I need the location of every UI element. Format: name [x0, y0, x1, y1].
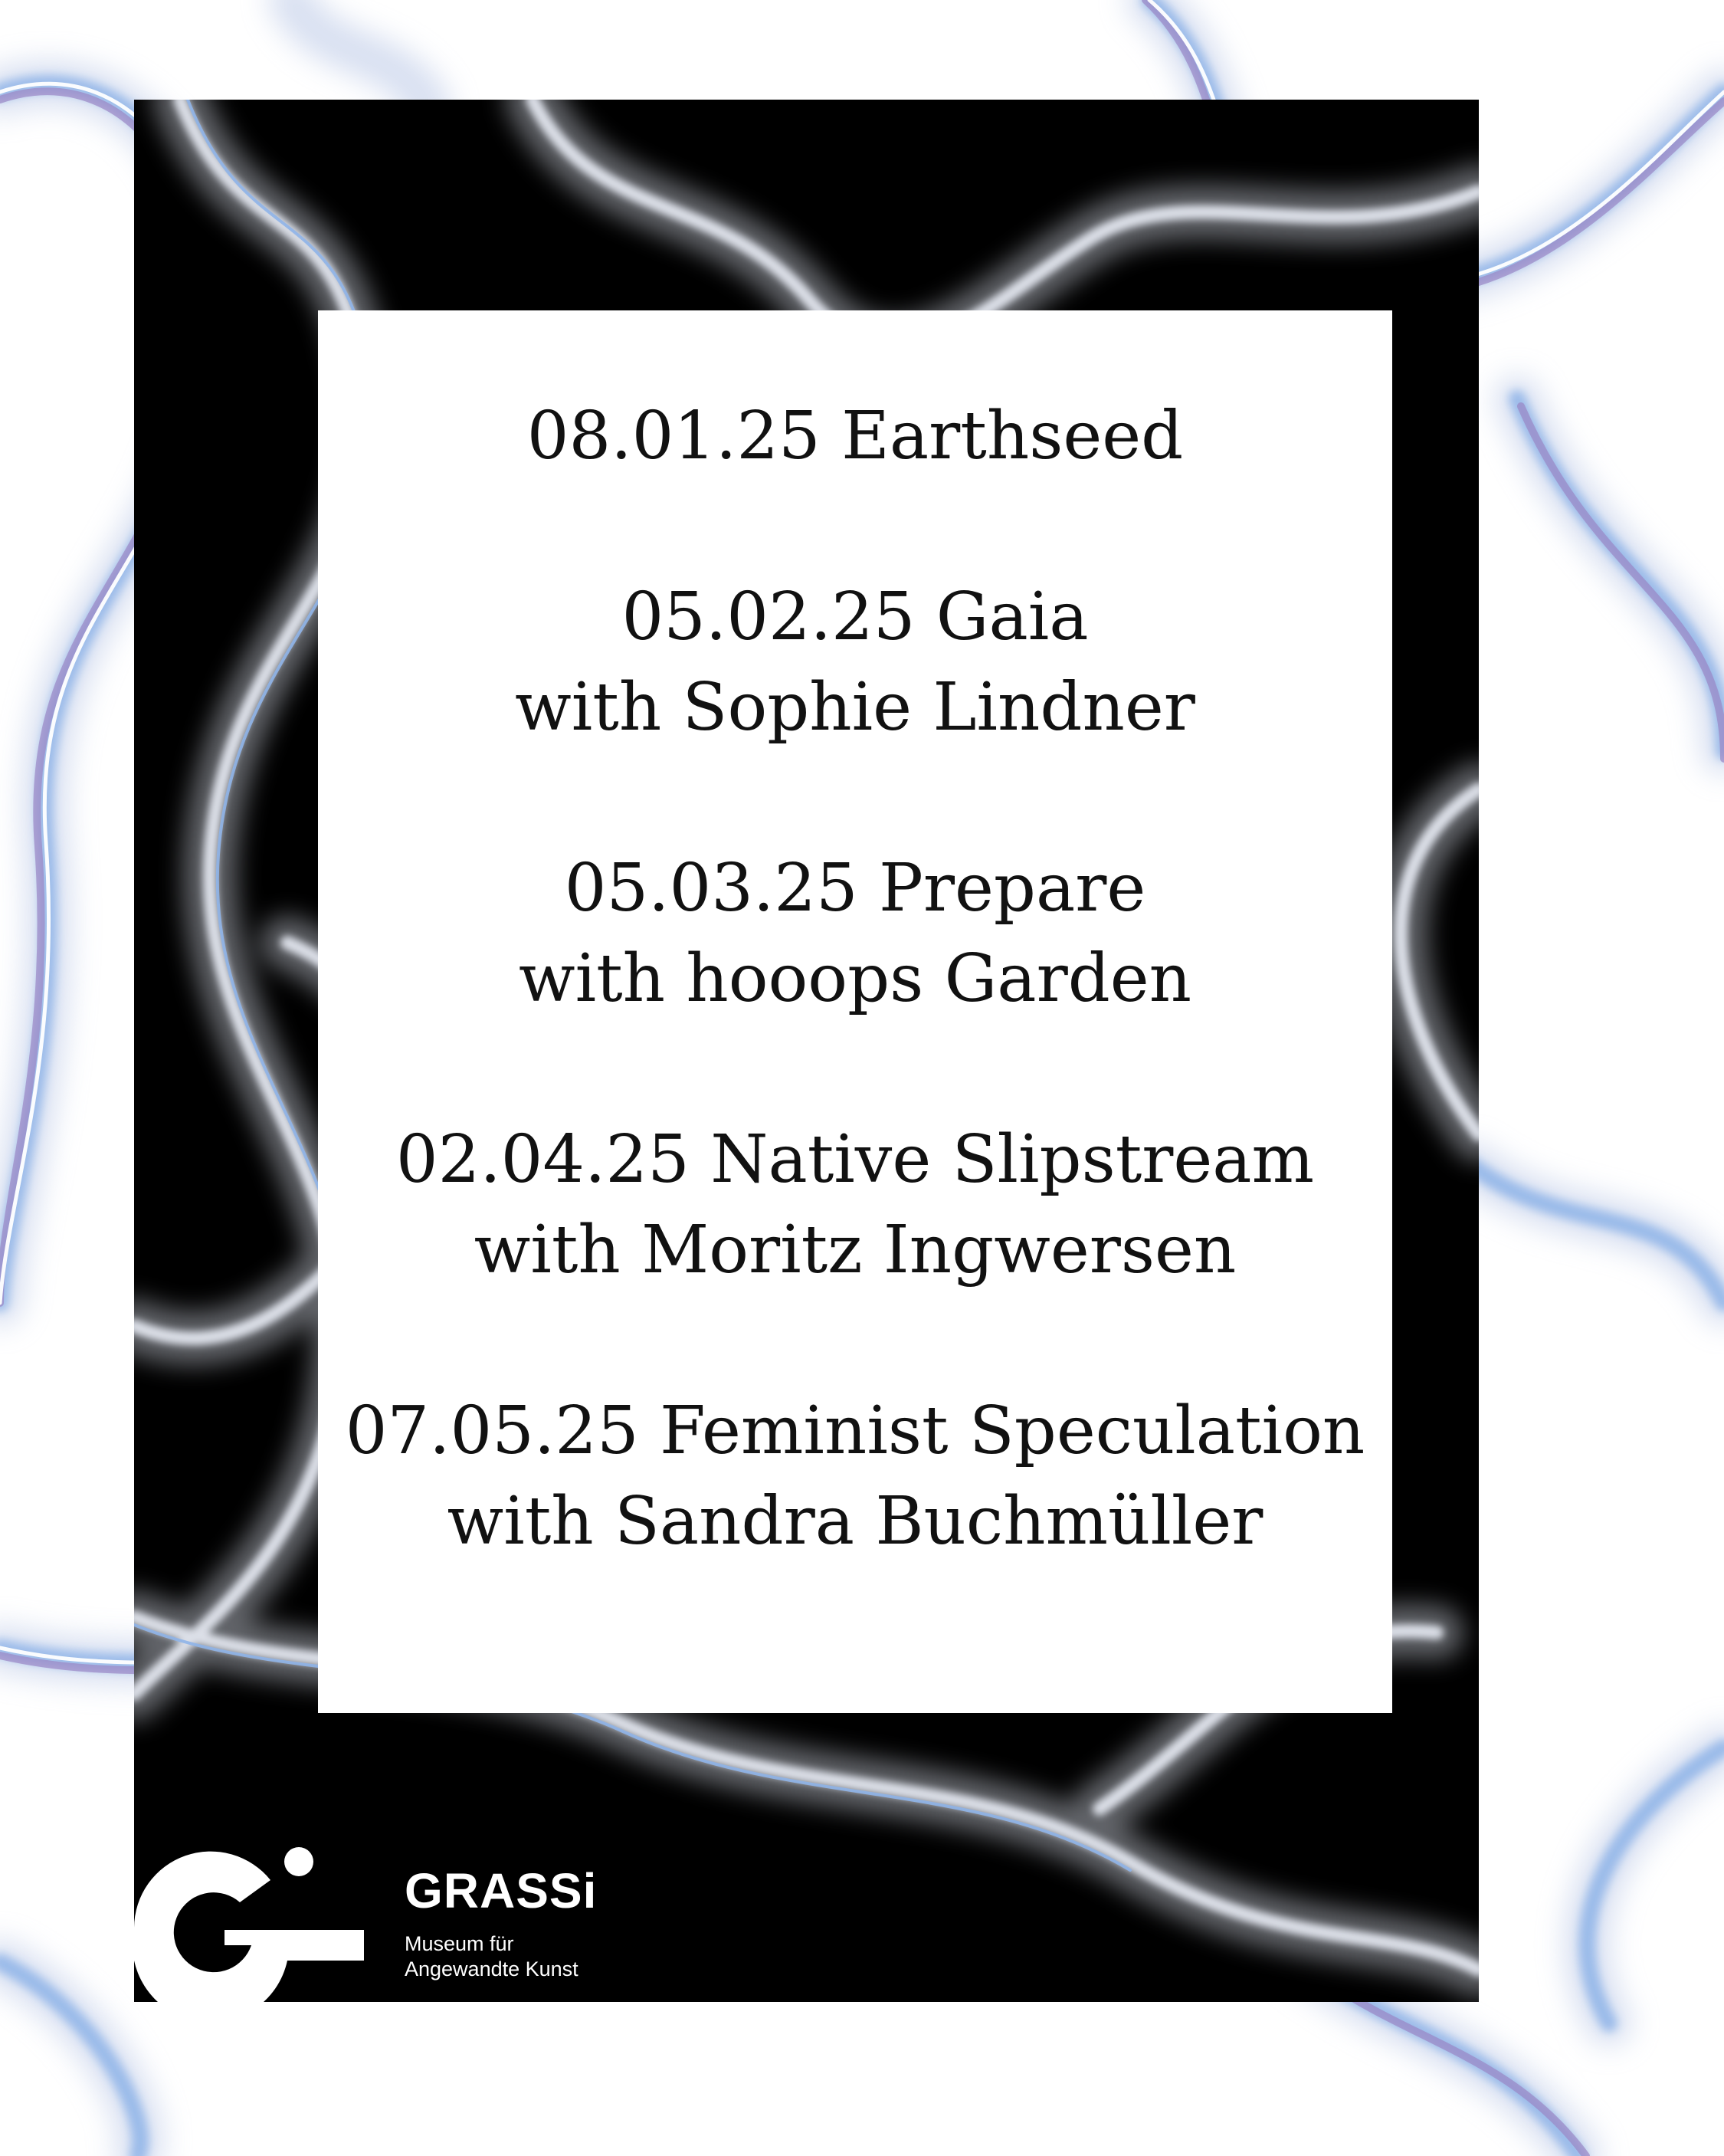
- grassi-g-logo-icon: [134, 1838, 364, 2002]
- event-item: [318, 572, 1392, 753]
- event-item: [318, 391, 1392, 481]
- event-title: 02.04.25 Native Slipstream: [395, 1121, 1315, 1198]
- event-list: [318, 391, 1392, 1657]
- event-title: 05.02.25 Gaia: [621, 579, 1089, 655]
- logo-name: GRASSi: [405, 1863, 598, 1918]
- grassi-logo-text: [405, 1864, 597, 1982]
- event-title: 08.01.25 Earthseed: [526, 398, 1184, 474]
- event-list-card: [318, 310, 1392, 1713]
- event-guest: with Sandra Buchmüller: [447, 1483, 1264, 1560]
- event-guest: with Sophie Lindner: [515, 669, 1195, 746]
- logo-subtitle: Museum für: [405, 1932, 514, 1955]
- event-guest: with Moritz Ingwersen: [474, 1212, 1237, 1288]
- event-item: [318, 843, 1392, 1024]
- event-title: 07.05.25 Feminist Speculation: [345, 1393, 1365, 1469]
- event-title: 05.03.25 Prepare: [564, 850, 1146, 927]
- logo-subtitle: Angewandte Kunst: [405, 1957, 578, 1980]
- event-item: [318, 1114, 1392, 1295]
- event-item: [318, 1386, 1392, 1567]
- event-guest: with hooops Garden: [518, 940, 1192, 1017]
